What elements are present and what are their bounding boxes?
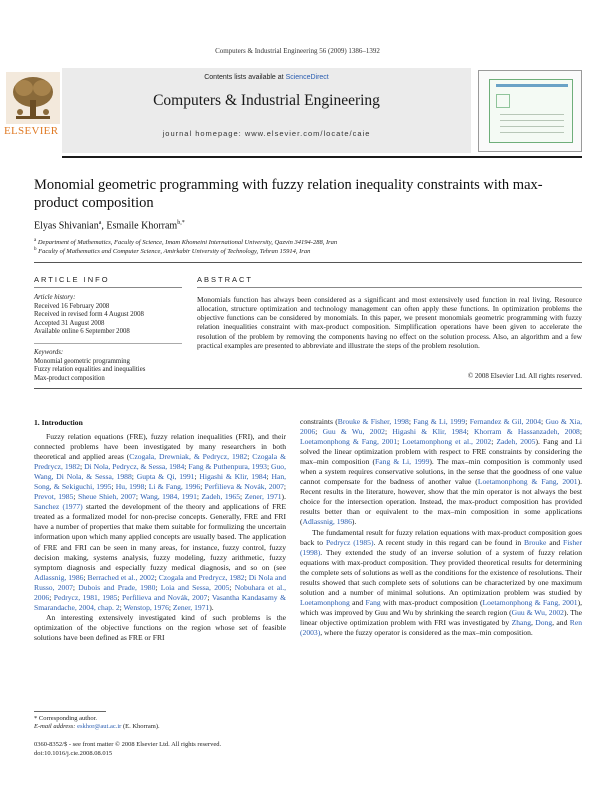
text-run: ;: [131, 472, 137, 482]
front-matter: [34, 741, 334, 758]
citation-link[interactable]: Dong: [535, 617, 553, 627]
text-run: ). The linear objective optimization problem with FRI was investigated by: [300, 607, 583, 627]
author-name[interactable]: Esmaile Khorram: [106, 220, 178, 232]
text-run: ;: [135, 492, 141, 502]
text-run: started the development of the theory and applications of FRE treated as a formalized model for non-precise concepts. Generally, FRE and FRI have a number of properties that make them suitable for formulizing the uncertain information upon which many applied concepts are usually based. The application of FRE and FRI can be seen in many areas, for instance, fuzzy control, fuzzy decision making, systems analysis, fuzzy modeling, fuzzy arithmetic, fuzzy symptom diagnosis and especially fuzzy medical diagnosis, and so on (see: [34, 502, 286, 572]
citation-link[interactable]: Ren (2003): [300, 617, 583, 637]
citation-link[interactable]: Wenstop, 1976: [123, 602, 169, 612]
cover-title-bar: [496, 84, 568, 87]
affiliation: [34, 238, 337, 246]
text-run: . A recent study in this regard can be found in: [373, 537, 524, 547]
citation-link[interactable]: Czogala & Predrycz, 1982: [34, 452, 287, 472]
text-run: and: [546, 537, 564, 547]
citation-link[interactable]: Vasantha Kandasamy & Smarandache, 2004, chap. 2: [34, 592, 286, 612]
text-run: ;: [240, 492, 245, 502]
article-title: Monomial geometric programming with fuzzy relation inequality constraints with max-product composition: [34, 177, 543, 211]
affiliation-text: Department of Mathematics, Faculty of Science, Imam Khomeini International University, Qazvin 34194-288, Iran: [37, 239, 338, 247]
keyword-item: Monomial geometric programming: [34, 357, 130, 365]
citation-link[interactable]: Fisher (1998): [300, 537, 583, 557]
journal-name: Computers & Industrial Engineering: [153, 92, 380, 109]
citation-link[interactable]: Hu, 1998: [115, 482, 145, 492]
history-item: Accepted 31 August 2008: [34, 319, 105, 327]
citation-link[interactable]: Higashi & Klir, 1984: [199, 472, 267, 482]
text-run: ;: [155, 582, 161, 592]
text-run: ;: [465, 417, 470, 426]
citation-link[interactable]: Gupta & Qi, 1991: [136, 472, 195, 482]
text-run: ;: [111, 482, 116, 492]
text-run: ;: [579, 427, 582, 437]
citation-link[interactable]: Perfilieva & Novák, 2007: [204, 482, 284, 492]
text-run: and: [349, 597, 366, 607]
section-heading-introduction: 1. Introduction: [34, 418, 83, 427]
journal-reference: Computers & Industrial Engineering 56 (2009) 1386–1392: [215, 47, 380, 55]
cover-line: [500, 120, 564, 121]
citation-link[interactable]: Loetamonphong & Fang, 2001: [482, 597, 578, 607]
text-run: ).: [351, 517, 357, 527]
paragraph: [34, 432, 286, 613]
sciencedirect-link[interactable]: ScienceDirect: [285, 74, 329, 81]
history-item: Received in revised form 4 August 2008: [34, 311, 144, 319]
citation-link[interactable]: Brouke & Fisher, 1998: [337, 417, 409, 426]
citation-link[interactable]: Perfilieva and Novák, 2007: [122, 592, 208, 602]
journal-homepage[interactable]: journal homepage: www.elsevier.com/locate/caie: [162, 129, 371, 138]
text-run: constraints (: [300, 417, 338, 426]
author-affil-marker: b,*: [177, 220, 185, 226]
keyword-item: Max-product composition: [34, 374, 105, 382]
text-run: ;: [154, 572, 159, 582]
text-run: The fundamental result for fuzzy relation equations with max-product composition goes back to: [300, 527, 582, 547]
keywords-label: Keywords:: [34, 349, 64, 356]
email-label: E-mail address:: [34, 723, 76, 730]
author-separator: ,: [101, 220, 107, 232]
text-run: ;: [207, 592, 212, 602]
citation-link[interactable]: Loetamonphong & Fang, 2001: [477, 477, 578, 487]
text-run: ;: [229, 582, 235, 592]
publisher-name: ELSEVIER: [4, 125, 59, 137]
text-run: ;: [49, 592, 54, 602]
text-run: ;: [541, 417, 546, 426]
citation-link[interactable]: Prevot, 1985: [34, 492, 74, 502]
text-run: ;: [83, 572, 88, 582]
citation-link[interactable]: Fang: [365, 597, 381, 607]
citation-link[interactable]: Fang & Li, 1999: [375, 457, 430, 467]
text-run: ;: [117, 592, 123, 602]
text-run: with max-product composition (: [380, 597, 483, 607]
citation-link[interactable]: Fang & Li, 1999: [413, 417, 466, 426]
text-run: ;: [244, 572, 249, 582]
article-history: [34, 294, 184, 337]
text-run: ;: [408, 417, 414, 426]
author-name[interactable]: Elyas Shivanian: [34, 220, 99, 232]
citation-link[interactable]: Zener, 1971: [244, 492, 282, 502]
text-run: ;: [184, 462, 189, 472]
citation-link[interactable]: Nobuhara et al., 2006: [34, 582, 286, 602]
copyright-notice: © 2008 Elsevier Ltd. All rights reserved.: [467, 372, 582, 380]
citation-link[interactable]: Zadeh, 1965: [201, 492, 241, 502]
text-run: ;: [266, 462, 272, 472]
citation-link[interactable]: Zadeh, 2005: [496, 437, 536, 447]
article-info-heading: ARTICLE INFO: [34, 275, 110, 284]
footnote-divider: [34, 711, 106, 712]
citation-link[interactable]: Loetamonphong: [300, 597, 350, 607]
cover-line: [500, 126, 564, 127]
citation-link[interactable]: Pedrycz, 1981, 1985: [53, 592, 118, 602]
text-run: ;: [194, 472, 200, 482]
section-divider: [34, 262, 582, 263]
citation-link[interactable]: Di Nola and Russo, 2007: [34, 572, 286, 592]
body-column-left: [34, 432, 286, 643]
keywords-block: [34, 349, 184, 383]
citation-link[interactable]: Sheue Shieh, 2007: [77, 492, 136, 502]
text-run: ;: [384, 427, 393, 437]
citation-link[interactable]: Han, Song, & Sekiguchi, 1995: [34, 472, 287, 492]
history-item: Available online 6 September 2008: [34, 328, 130, 336]
text-run: ).: [281, 492, 286, 502]
citation-link[interactable]: Sanchez (1977): [34, 502, 83, 512]
text-run: ;: [397, 437, 403, 447]
affiliation-text: Faculty of Mathematics and Computer Science, Amirkabir University of Technology, Tehran 15914, Iran: [38, 248, 311, 256]
cover-emblem: [496, 94, 510, 108]
text-run: ), which was improved by Guu and Wu by shrinking the search region (: [300, 597, 583, 617]
citation-link[interactable]: Loetamonphong & Fang, 2001: [300, 437, 398, 447]
cover-line: [500, 132, 564, 133]
citation-link[interactable]: Zhang: [511, 617, 531, 627]
author-affil-marker: a: [98, 220, 102, 226]
abstract-text: Monomials function has always been considered as a significant and most extensively used function in real living. Resource allocation, structure optimization and technology management can often apply these functions. In optimization problems the objective functions can be considered by monomials. In this paper, we present monomials geometric programming with fuzzy relation inequalities constraint with max-product composition. Simplification operations have been given to accelerate the resolution of the problem by removing the components having no effect on the solution process. Also, an algorithm and a few practical examples are presented to abbreviate and illustrate the steps of the problem resolution.: [197, 295, 582, 350]
citation-link[interactable]: Wang, 1984, 1991: [140, 492, 197, 502]
text-run: ;: [315, 427, 323, 437]
text-run: . They extended the study of an inverse solution of a system of fuzzy relation equations with max-product composition. They provided theoretical results for determining the complete sets of solutions as well as the conditions for the existence of resolutions. Their results showed that such complete sets of solutions can be characterized by one maximum solution and a number of minimal solutions. An optimization problem was studied by: [300, 547, 582, 597]
citation-link[interactable]: Guu & Wu, 2002: [511, 607, 564, 617]
citation-link[interactable]: Czogala and Predrycz, 1982: [158, 572, 245, 582]
citation-link[interactable]: Zener, 1971: [172, 602, 210, 612]
citation-link[interactable]: Guu & Wu, 2002: [322, 427, 385, 437]
text-run: ,: [531, 617, 536, 627]
text-run: ;: [80, 462, 85, 472]
affiliation: [34, 247, 310, 255]
abstract-heading: ABSTRACT: [197, 275, 254, 284]
keyword-item: Fuzzy relation equalities and inequalities: [34, 366, 146, 374]
citation-link[interactable]: Guo, Wang, Di Nola, & Sessa, 1988: [34, 462, 287, 482]
contents-availability: [62, 74, 471, 81]
body-column-right: [300, 417, 582, 638]
contents-prefix: Contents lists available at: [204, 74, 286, 81]
paragraph: [300, 528, 582, 639]
citation-link[interactable]: Adlassnig, 1986: [34, 572, 84, 582]
corresponding-author-note: * Corresponding author.: [34, 715, 98, 722]
text-run: ;: [144, 482, 149, 492]
citation-link[interactable]: Loetamonphong et al., 2002: [402, 437, 492, 447]
history-label: Article history:: [34, 294, 76, 301]
citation-link[interactable]: Dubois and Prade, 1980: [78, 582, 156, 592]
citation-link[interactable]: Fang & Puthenpura, 1993: [188, 462, 267, 472]
citation-link[interactable]: Di Nola, Pedrycz, & Sessa, 1984: [84, 462, 185, 472]
text-run: ;: [196, 492, 202, 502]
author-line: [34, 220, 185, 231]
header-divider: [62, 156, 582, 158]
keywords-divider: [34, 343, 182, 344]
text-run: ;: [466, 427, 475, 437]
email-link[interactable]: eskhor@aut.ac.ir: [77, 723, 122, 730]
doi-line[interactable]: doi:10.1016/j.cie.2008.08.015: [34, 749, 113, 757]
paragraph: [34, 613, 286, 643]
text-run: ;: [266, 472, 272, 482]
text-run: , and: [552, 617, 570, 627]
abstract-divider: [197, 287, 582, 288]
footnote: [34, 715, 294, 731]
article-info-divider: [34, 287, 182, 288]
affiliation-marker: b: [34, 247, 37, 252]
history-item: Received 16 February 2008: [34, 302, 110, 310]
text-run: ;: [200, 482, 205, 492]
text-run: ;: [72, 582, 79, 592]
email-suffix: (E. Khorram).: [122, 723, 160, 730]
abstract-bottom-divider: [34, 388, 582, 389]
citation-link[interactable]: Loia and Sessa, 2005: [160, 582, 230, 592]
text-run: , where the fuzzy operator is considered as the max–min composition.: [320, 627, 533, 637]
citation-link[interactable]: Adlassnig, 1986: [302, 517, 352, 527]
text-run: ;: [73, 492, 78, 502]
issn-line: 0360-8352/$ - see front matter © 2008 Elsevier Ltd. All rights reserved.: [34, 741, 222, 748]
text-run: ). The max–min composition is commonly used when a system requires conservative solutions, in the sense that the goodness of one value cannot compensate for the badness of another value (: [300, 457, 583, 487]
text-run: ;: [168, 602, 173, 612]
citation-link[interactable]: Li & Fang, 1996: [148, 482, 201, 492]
text-run: ). Fang and Li solved the linear optimization problem with respect to FRE constraints by considering the max–min composition (: [300, 437, 582, 467]
text-run: ;: [491, 437, 497, 447]
cover-line: [500, 114, 564, 115]
text-run: ).: [209, 602, 214, 612]
paragraph: [300, 417, 582, 528]
text-run: Fuzzy relation equations (FRE), fuzzy relation inequalities (FRI), and their connected problems have been investigated by many researchers in both theoretical and applied areas (: [34, 432, 286, 462]
text-run: ;: [283, 482, 287, 492]
citation-link[interactable]: Czogala, Drewniak, & Pedrycz, 1982: [129, 452, 248, 462]
citation-link[interactable]: Guo & Xia, 2006: [300, 417, 583, 437]
text-run: ;: [119, 602, 124, 612]
text-run: ). Recent results in the literature, however, show that the min operator is not always the best choice for the intersection operation. Instead, the max-product composition has provided results better than or equivalent to the max–min composition in some applications (: [300, 477, 583, 527]
citation-link[interactable]: Khorram & Hassanzadeh, 2008: [474, 427, 580, 437]
journal-cover-thumbnail: [478, 70, 582, 152]
cover-frame: [489, 79, 573, 143]
affiliation-marker: a: [34, 238, 37, 243]
text-run: ;: [247, 452, 253, 462]
citation-link[interactable]: Fernandez & Gil, 2004: [469, 417, 542, 426]
citation-link[interactable]: Brouke: [524, 537, 547, 547]
text-run: An interesting extensively investigated kind of such problems is the optimization of the objective functions on the region whose set of feasible solutions have been defined as FRE or FRI: [34, 612, 286, 642]
email-line: [34, 723, 294, 731]
citation-link[interactable]: Berrached et al., 2002: [87, 572, 155, 582]
citation-link[interactable]: Pedrycz (1985): [325, 537, 374, 547]
citation-link[interactable]: Higashi & Klir, 1984: [392, 427, 467, 437]
